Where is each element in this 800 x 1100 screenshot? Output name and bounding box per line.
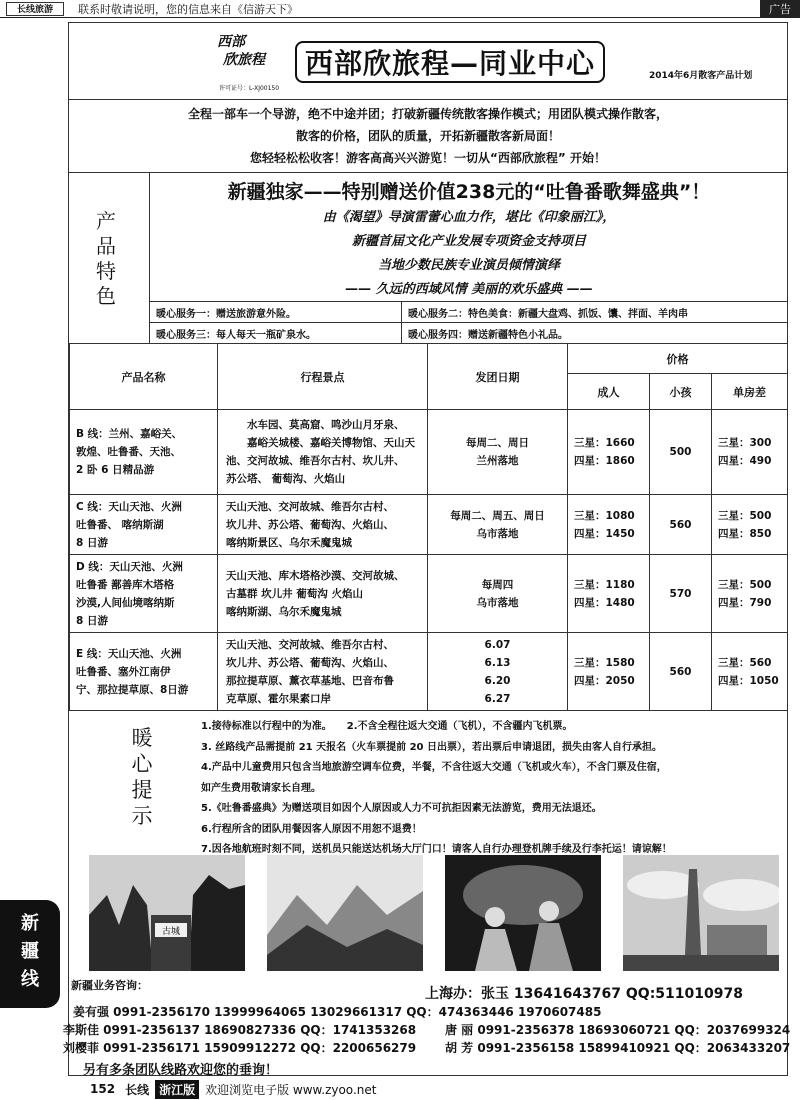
adult-price-cell <box>568 633 650 711</box>
text-line: 三星：1180 <box>574 578 635 591</box>
side-char: 线 <box>21 969 39 990</box>
child-price-cell: 570 <box>650 555 712 633</box>
bottom-bar <box>0 1078 800 1100</box>
tip-item: 5.《吐鲁番盛典》为赠送项目如因个人原因或人力不可抗拒因素无法游览，费用无法退还。 <box>201 803 602 814</box>
text-line: 三星：300 <box>718 437 772 449</box>
table-row <box>70 633 788 711</box>
text-line: 水车园、莫高窟、鸣沙山月牙泉、 <box>226 419 405 431</box>
single-supplement-cell <box>712 633 788 711</box>
text-line: 8 日游 <box>76 536 108 549</box>
text-line: 坎儿井、苏公塔、葡萄沟、火焰山、 <box>226 656 394 669</box>
text-line: 兰州落地 <box>476 455 519 467</box>
photo-strip <box>89 855 779 973</box>
header-price: 价格 <box>568 344 788 374</box>
table-row <box>70 410 788 495</box>
text-line: 嘉峪关城楼、嘉峪关博物馆、天山天 <box>226 437 415 449</box>
contact-person: 唐 丽 0991-2356378 18693060721 QQ：2037699324 <box>445 1023 791 1037</box>
text-line: 喀纳斯景区、乌尔禾魔鬼城 <box>226 536 352 549</box>
single-supplement-cell <box>712 495 788 555</box>
text-line: 四星：850 <box>718 527 772 540</box>
text-line: 那拉提草原、薰衣草基地、巴音布鲁 <box>226 674 394 687</box>
feature-line: 由《渴望》导演雷蕾心血力作，堪比《印象丽江》， <box>322 210 616 225</box>
text-line: 四星：2050 <box>574 674 635 687</box>
table-row <box>70 495 788 555</box>
text-line: 6.27 <box>484 692 511 705</box>
text-line: 6.13 <box>484 656 511 669</box>
category-label: 长线 <box>125 1082 150 1097</box>
product-name-cell <box>70 495 218 555</box>
side-char: 提 <box>131 778 153 802</box>
adult-price-cell <box>568 410 650 495</box>
route-cell <box>218 555 428 633</box>
tip-item: 3. 丝路线产品需提前 21 天报名（火车票提前 20 日出票），若出票后申请退团，损失由客人自行承担。 <box>201 741 662 753</box>
text-line: 四星：1860 <box>574 455 635 467</box>
side-char: 特 <box>96 259 116 283</box>
contact-footer: 另有多条团队线路欢迎您的垂询！ <box>83 1063 279 1078</box>
text-line: 吐鲁番、 喀纳斯湖 <box>76 518 164 531</box>
text-line: 四星：490 <box>718 455 772 467</box>
text-line: 克草原、霍尔果素口岸 <box>226 692 331 705</box>
features-headline: 新疆独家——特别赠送价值238元的“吐鲁番歌舞盛典”！ <box>227 181 711 203</box>
text-line: 四星：790 <box>718 596 772 609</box>
contact-notice: 联系时敬请说明，您的信息来自《信游天下》 <box>78 2 298 16</box>
intro-block <box>69 99 787 173</box>
side-char: 品 <box>96 234 116 258</box>
intro-line: 散客的价格，团队的质量，开拓新疆散客新局面！ <box>295 129 560 143</box>
text-line: 池、交河故城、维吾尔古村、坎儿井、 <box>226 455 405 467</box>
side-char: 疆 <box>21 941 39 962</box>
text-line: 天山天池、库木塔格沙漠、交河故城、 <box>226 569 405 582</box>
header-route: 行程景点 <box>218 344 428 410</box>
tip-item: 如产生费用敬请家长自理。 <box>201 782 321 794</box>
text-line: 8 日游 <box>76 614 108 627</box>
contact-person: 李斯佳 0991-2356137 18690827336 QQ：1741353268 <box>63 1023 417 1037</box>
main-title: 西部欣旅程—同业中心 <box>295 41 605 83</box>
text-line: 乌市落地 <box>476 527 519 540</box>
text-line: 乌市落地 <box>476 596 519 609</box>
photo-sign-text: 古城 <box>161 927 181 937</box>
brand-logo <box>217 33 287 83</box>
text-line: 坎儿井、苏公塔、葡萄沟、火焰山、 <box>226 518 394 531</box>
service-item: 暖心服务一：赠送旅游意外险。 <box>150 302 402 323</box>
ad-tag: 广告 <box>760 0 800 18</box>
child-price-cell: 500 <box>650 410 712 495</box>
date-cell <box>428 410 568 495</box>
text-line: 天山天池、交河故城、维吾尔古村、 <box>226 500 394 513</box>
side-char: 产 <box>96 209 116 233</box>
product-name-cell <box>70 410 218 495</box>
text-line: 三星：1580 <box>574 656 635 669</box>
child-price-cell: 560 <box>650 633 712 711</box>
text-line: B 线：兰州、嘉峪关、 <box>76 428 183 440</box>
side-char: 暖 <box>131 726 153 750</box>
service-item: 暖心服务三：每人每天一瓶矿泉水。 <box>150 323 402 344</box>
text-line: 敦煌、吐鲁番、天池、 <box>76 446 181 458</box>
route-cell <box>218 495 428 555</box>
route-cell <box>218 633 428 711</box>
table-row <box>70 555 788 633</box>
service-item: 暖心服务二：特色美食：新疆大盘鸡、抓饭、馕、拌面、羊肉串 <box>402 302 788 323</box>
date-cell <box>428 495 568 555</box>
header-departure-date: 发团日期 <box>428 344 568 410</box>
table-header-row <box>70 344 788 374</box>
text-line: 6.20 <box>484 674 511 687</box>
service-grid <box>150 301 788 343</box>
tips-side-label <box>127 725 157 829</box>
product-name-cell <box>70 633 218 711</box>
text-line: 三星：1080 <box>574 509 635 522</box>
text-line: 宁、那拉提草原、8日游 <box>76 683 189 696</box>
header <box>69 23 787 99</box>
contact-person: 姜有强 0991-2356170 13999964065 13029661317 QQ：474363446 1970607485 <box>73 1005 602 1019</box>
product-name-cell <box>70 555 218 633</box>
text-line: 沙漠,人间仙境喀纳斯 <box>76 596 175 609</box>
photo-mountains <box>267 855 423 971</box>
child-price-cell: 560 <box>650 495 712 555</box>
brand-logo-line1: 西部 <box>217 34 245 50</box>
service-item: 暖心服务四：赠送新疆特色小礼品。 <box>408 330 568 341</box>
single-supplement-cell <box>712 555 788 633</box>
text-line: 三星：560 <box>718 656 772 669</box>
text-line: 三星：500 <box>718 578 772 591</box>
features-content <box>149 173 787 343</box>
header-product-name: 产品名称 <box>70 344 218 410</box>
side-char: 新 <box>21 913 39 934</box>
feature-line: 当地少数民族专业演员倾情演绎 <box>377 258 560 273</box>
category-side-tag <box>0 900 60 1008</box>
website-link[interactable]: 欢迎浏览电子版 www.zyoo.net <box>205 1082 377 1097</box>
single-supplement-cell <box>712 410 788 495</box>
text-line: 古墓群 坎儿井 葡萄沟 火焰山 <box>226 587 363 600</box>
photo-ancient-city <box>89 855 245 971</box>
brand-logo-line2: 欣旅程 <box>223 52 265 68</box>
tip-item: 6.行程所含的团队用餐因客人原因不用恕不退费！ <box>201 823 422 835</box>
warm-tips <box>69 713 787 861</box>
contact-block <box>63 973 791 1078</box>
header-single-supplement: 单房差 <box>712 374 788 410</box>
feature-line: 新疆首届文化产业发展专项资金支持项目 <box>351 234 586 249</box>
photo-minaret <box>623 855 779 971</box>
contact-person: 胡 芳 0991-2356158 15899410921 QQ：2063433207 <box>445 1041 791 1055</box>
contact-title: 新疆业务咨询： <box>71 979 148 992</box>
text-line: 四星：1480 <box>574 596 635 609</box>
text-line: E 线：天山天池、火洲 <box>76 647 182 660</box>
text-line: 6.07 <box>484 638 511 651</box>
contact-row <box>69 1003 787 1021</box>
header-child: 小孩 <box>650 374 712 410</box>
intro-line: 全程一部车一个导游，绝不中途并团；打破新疆传统散客操作模式；用团队模式操作散客， <box>187 107 668 121</box>
features-side-label <box>93 209 119 309</box>
top-bar <box>0 0 800 18</box>
text-line: 吐鲁番、塞外江南伊 <box>76 665 171 678</box>
shanghai-office: 上海办：张玉 13641643767 QQ:511010978 <box>425 986 743 1002</box>
text-line: 喀纳斯湖、乌尔禾魔鬼城 <box>226 605 342 618</box>
contact-row <box>63 1039 791 1057</box>
contact-row <box>63 1021 791 1039</box>
text-line: 天山天池、交河故城、维吾尔古村、 <box>226 638 394 651</box>
text-line: 2 卧 6 日精品游 <box>76 464 155 476</box>
plan-label: 2014年6月散客产品计划 <box>649 71 753 81</box>
page-number: 152 <box>90 1082 116 1096</box>
tips-list <box>201 717 785 861</box>
feature-line: —— 久远的西域风情 美丽的欢乐盛典 —— <box>345 282 593 297</box>
text-line: 吐鲁番 鄯善库木塔格 <box>76 578 175 591</box>
text-line: 三星：500 <box>718 509 772 522</box>
text-line: C 线：天山天池、火洲 <box>76 500 182 513</box>
product-features <box>69 173 787 343</box>
photo-dancers <box>445 855 601 971</box>
contact-person: 刘樱菲 0991-2356171 15909912272 QQ：2200656279 <box>63 1041 417 1055</box>
tip-item: 4.产品中儿童费用只包含当地旅游空调车位费，半餐，不含往返大交通（飞机或火车），不含门票及住宿， <box>201 762 667 773</box>
side-char: 示 <box>131 804 153 828</box>
route-cell <box>218 410 428 495</box>
product-table <box>69 343 788 711</box>
text-line: 四星：1450 <box>574 527 635 540</box>
edition-badge: 浙江版 <box>155 1080 199 1099</box>
tip-item: 7.因各地航班时刻不同，送机员只能送达机场大厅门口！请客人自行办理登机牌手续及行李托运！请谅解！ <box>201 844 672 855</box>
text-line: 每周二、周五、周日 <box>450 509 545 522</box>
adult-price-cell <box>568 495 650 555</box>
magazine-logo: 长线旅游 <box>6 2 64 16</box>
tip-item: 1.接待标准以行程中的为准。 2.不含全程往返大交通（飞机），不含疆内飞机票。 <box>201 721 573 732</box>
side-char: 色 <box>96 284 116 308</box>
text-line: 三星：1660 <box>574 437 635 449</box>
text-line: 苏公塔、 葡萄沟、火焰山 <box>226 473 346 485</box>
header-adult: 成人 <box>568 374 650 410</box>
adult-price-cell <box>568 555 650 633</box>
ad-frame <box>63 22 791 1078</box>
intro-line: 您轻轻松松收客！游客高高兴兴游览！一切从“西部欣旅程” 开始！ <box>250 151 606 165</box>
text-line: D 线：天山天池、火洲 <box>76 560 183 573</box>
date-cell <box>428 555 568 633</box>
text-line: 每周二、周日 <box>466 437 529 449</box>
date-cell <box>428 633 568 711</box>
side-char: 心 <box>131 752 153 776</box>
text-line: 每周四 <box>481 578 514 591</box>
text-line: 四星：1050 <box>718 674 779 687</box>
license-number: 许可证号：L-XJ00150 <box>219 85 280 92</box>
